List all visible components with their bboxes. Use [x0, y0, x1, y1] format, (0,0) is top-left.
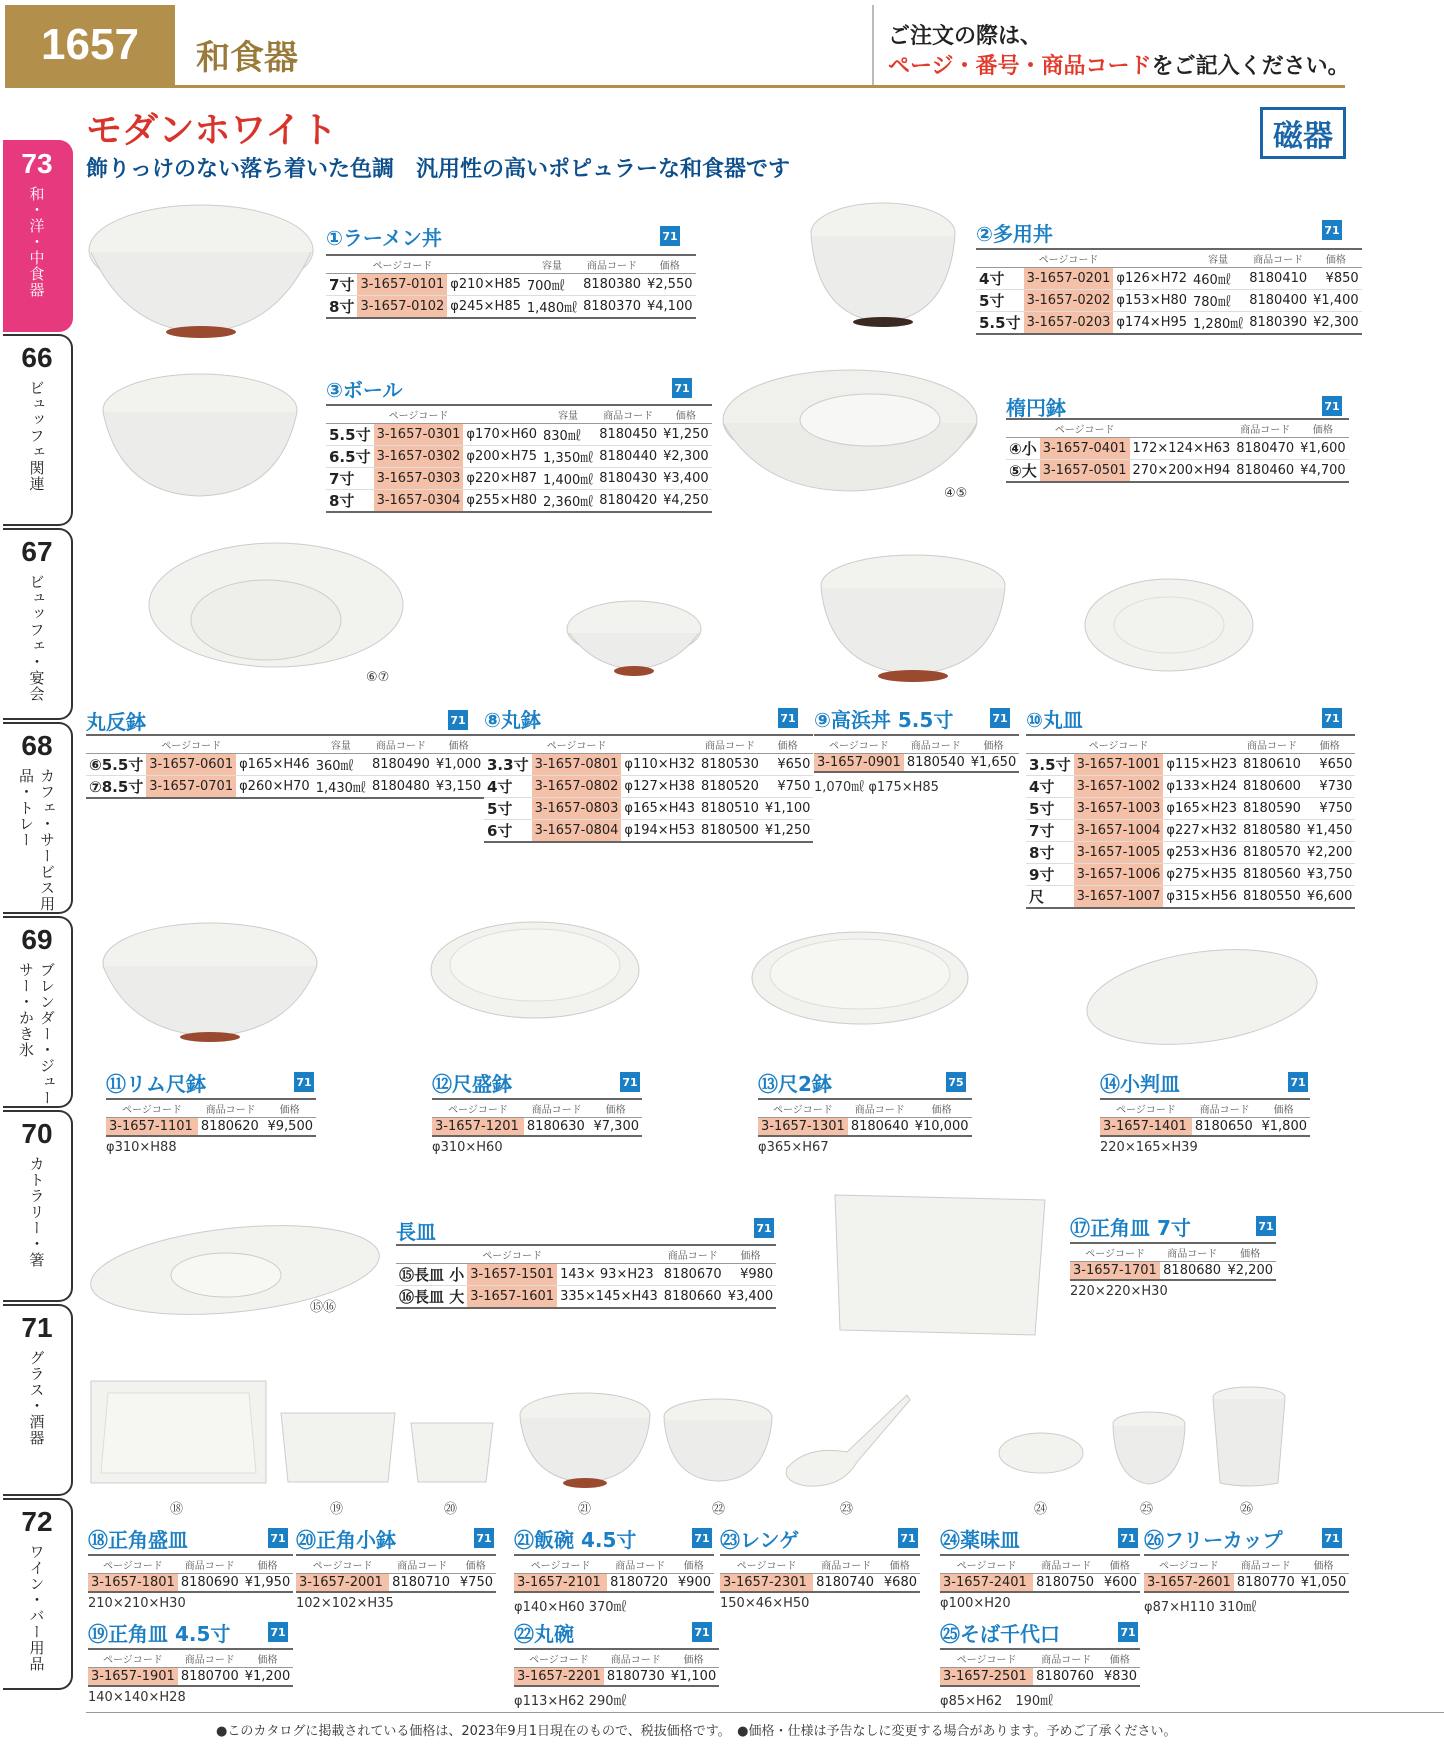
table-row: 5.5寸 3-1657-0301 φ170×H60 830㎖ 8180450 ¥1,250 — [326, 424, 712, 446]
photo-caption: ㉖ — [1240, 1502, 1254, 1517]
dimension-text: 140×140×H28 — [88, 1690, 186, 1705]
dimension-text: φ140×H60 370㎖ — [514, 1600, 627, 1615]
table-row: 4寸 3-1657-0802 φ127×H38 8180520 ¥750 — [484, 776, 813, 798]
catalog-badge: 71 — [1322, 1528, 1342, 1548]
catalog-badge: 71 — [474, 1528, 494, 1548]
photo-caption: ㉕ — [1140, 1502, 1154, 1517]
item-title: ⑭小判皿 — [1100, 1072, 1180, 1096]
spec-table: ページコード 商品コード 価格 3-1657-2201 8180730 ¥1,100 — [514, 1648, 719, 1687]
header-separator — [872, 5, 874, 85]
table-row: 8寸 3-1657-1005 φ253×H36 8180570 ¥2,200 — [1026, 842, 1355, 864]
catalog-badge: 71 — [1322, 396, 1342, 416]
tab-67[interactable]: 67 ビュッフェ・宴会 — [3, 528, 73, 720]
table-row: 5寸 3-1657-0803 φ165×H43 8180510 ¥1,100 — [484, 798, 813, 820]
item-title: ㉑飯碗 4.5寸 — [514, 1528, 637, 1552]
spec-table: ページコード 容量 商品コード 価格 ⑥5.5寸 3-1657-0601 φ165×H46 360㎖ 8180490 ¥1,000 ⑦8.5寸 3-1657-0701 φ260×H70 1,430㎖ 8180480 ¥3,150 — [86, 734, 484, 799]
table-row: 3-1657-1101 8180620 ¥9,500 — [106, 1118, 316, 1136]
spec-table: ページコード 商品コード 価格 3-1657-2501 8180760 ¥830 — [940, 1648, 1140, 1687]
table-row: 3-1657-2501 8180760 ¥830 — [940, 1668, 1140, 1686]
tab-73[interactable]: 73 和・洋・中食器 — [3, 140, 73, 332]
photo-caption: ⑥⑦ — [366, 670, 390, 685]
table-row: ④小 3-1657-0401 172×124×H63 8180470 ¥1,600 — [1006, 438, 1349, 460]
dimension-text: φ310×H88 — [106, 1140, 177, 1155]
catalog-badge: 71 — [990, 708, 1010, 728]
photo-caption: ㉑ — [578, 1502, 592, 1517]
item-title: ⑳正角小鉢 — [296, 1528, 396, 1552]
spec-table: ページコード 商品コード 価格 3-1657-2101 8180720 ¥900 — [514, 1554, 714, 1593]
dimension-text: φ87×H110 310㎖ — [1144, 1600, 1257, 1615]
item-title: ⑱正角盛皿 — [88, 1528, 188, 1552]
table-row: 3-1657-0901 8180540 ¥1,650 — [814, 754, 1019, 772]
table-row: 3-1657-1701 8180680 ¥2,200 — [1070, 1262, 1276, 1280]
spec-table: ページコード 商品コード 価格 3-1657-1901 8180700 ¥1,200 — [88, 1648, 293, 1687]
spec-table: ページコード 商品コード 価格 3-1657-1201 8180630 ¥7,300 — [432, 1098, 642, 1137]
catalog-badge: 71 — [620, 1072, 640, 1092]
page-number: 1657 — [5, 5, 175, 85]
catalog-badge: 71 — [898, 1528, 918, 1548]
spec-table: ページコード 商品コード 価格 ④小 3-1657-0401 172×124×H63 8180470 ¥1,600 ⑤大 3-1657-0501 270×200×H94 8180460 ¥4,700 — [1006, 418, 1349, 483]
footer-divider — [86, 1712, 1444, 1713]
spec-table: ページコード 商品コード 価格 3-1657-2001 8180710 ¥750 — [296, 1554, 496, 1593]
photo-caption: ⑱ — [170, 1502, 184, 1517]
table-row: ⑮長皿 小 3-1657-1501 143× 93×H23 8180670 ¥980 — [396, 1264, 776, 1286]
spec-table: ページコード 商品コード 価格 3-1657-0901 8180540 ¥1,650 — [814, 734, 1019, 773]
table-row: 4寸 3-1657-0201 φ126×H72 460㎖ 8180410 ¥850 — [976, 268, 1362, 290]
series-subtitle: 飾りっけのない落ち着いた色調 汎用性の高いポピュラーな和食器です — [86, 157, 791, 182]
item-title: ⑪リム尺鉢 — [106, 1072, 206, 1096]
item-title: ㉒丸碗 — [514, 1622, 574, 1646]
tab-69[interactable]: 69 ブレンダー・ジューサー・かき氷 — [3, 916, 73, 1108]
spec-table: ページコード 商品コード 価格 3-1657-1801 8180690 ¥1,950 — [88, 1554, 293, 1593]
table-row: 3-1657-2301 8180740 ¥680 — [720, 1574, 920, 1592]
multi-bowl-image — [808, 198, 958, 330]
dimension-text: φ310×H60 — [432, 1140, 503, 1155]
photo-caption: ④⑤ — [944, 486, 968, 501]
dimension-text: 150×46×H50 — [720, 1596, 810, 1611]
round-bowl-image — [564, 597, 704, 682]
table-row: 3-1657-1301 8180640 ¥10,000 — [758, 1118, 972, 1136]
photo-caption: ㉒ — [712, 1502, 726, 1517]
square-small-bowl-image — [408, 1420, 496, 1485]
free-cup-image — [1210, 1385, 1288, 1490]
item-title: ⑨高浜丼 5.5寸 — [814, 708, 954, 732]
spec-table: ページコード 商品コード 価格 3-1657-2601 8180770 ¥1,050 — [1144, 1554, 1349, 1593]
dimension-text: φ100×H20 — [940, 1596, 1011, 1611]
spec-table: ページコード 容量 商品コード 価格 5.5寸 3-1657-0301 φ170×H60 830㎖ 8180450 ¥1,250 6.5寸 3-1657-0302 φ200×H75 1,350㎖ 8180440 ¥2,300 7寸 3-1657-0303 φ220×H87 1,400㎖ 8180430 ¥3,400 8寸 3-1657-0304 φ255×H80 2,360㎖ 8180420 ¥4,250 — [326, 404, 712, 513]
table-row: 3-1657-2001 8180710 ¥750 — [296, 1574, 496, 1592]
catalog-badge: 71 — [660, 226, 680, 246]
table-row: ⑥5.5寸 3-1657-0601 φ165×H46 360㎖ 8180490 ¥1,000 — [86, 754, 484, 776]
spoon-image — [782, 1390, 912, 1490]
table-row: ⑤大 3-1657-0501 270×200×H94 8180460 ¥4,700 — [1006, 460, 1349, 483]
table-row: 3.5寸 3-1657-1001 φ115×H23 8180610 ¥650 — [1026, 754, 1355, 776]
catalog-badge: 71 — [1322, 708, 1342, 728]
table-row: 7寸 3-1657-0303 φ220×H87 1,400㎖ 8180430 ¥3,400 — [326, 468, 712, 490]
condiment-dish-image — [996, 1428, 1086, 1483]
square-plate-image — [830, 1190, 1050, 1340]
tab-66[interactable]: 66 ビュッフェ関連 — [3, 334, 73, 526]
photo-caption: ⑳ — [444, 1502, 458, 1517]
rim-bowl-image — [146, 540, 406, 680]
spec-table: ページコード 商品コード 価格 3-1657-1701 8180680 ¥2,200 — [1070, 1242, 1276, 1281]
item-title: ⑰正角皿 7寸 — [1070, 1216, 1191, 1240]
shaku2-bowl-image — [748, 930, 973, 1030]
round-plate-image — [1082, 575, 1257, 675]
spec-table: ページコード 容量 商品コード 価格 4寸 3-1657-0201 φ126×H72 460㎖ 8180410 ¥850 5寸 3-1657-0202 φ153×H80 780㎖ 8180400 ¥1,400 5.5寸 3-1657-0203 φ174×H95 1,280㎖ 8180390 ¥2,300 — [976, 248, 1362, 335]
table-row: 3-1657-2601 8180770 ¥1,050 — [1144, 1574, 1349, 1592]
catalog-badge: 71 — [692, 1528, 712, 1548]
item-title: ③ボール — [326, 378, 403, 402]
item-title: ㉓レンゲ — [720, 1528, 800, 1552]
tab-72[interactable]: 72 ワイン・バー用品 — [3, 1498, 73, 1690]
table-row: 7寸 3-1657-0101 φ210×H85 700㎖ 8180380 ¥2,550 — [326, 274, 696, 296]
table-row: 3-1657-2401 8180750 ¥600 — [940, 1574, 1140, 1592]
dimension-text: 1,070㎖ φ175×H85 — [814, 780, 939, 795]
square-serving-plate-image — [86, 1378, 271, 1488]
table-row: 3-1657-1801 8180690 ¥1,950 — [88, 1574, 293, 1592]
header-divider — [5, 85, 1345, 88]
catalog-badge: 71 — [1256, 1216, 1276, 1236]
table-row: 3-1657-2201 8180730 ¥1,100 — [514, 1668, 719, 1686]
spec-table: ページコード 商品コード 価格 3-1657-2301 8180740 ¥680 — [720, 1554, 920, 1593]
material-badge: 磁器 — [1260, 107, 1346, 159]
table-row: 5寸 3-1657-0202 φ153×H80 780㎖ 8180400 ¥1,400 — [976, 290, 1362, 312]
dimension-text: φ85×H62 190㎖ — [940, 1694, 1054, 1709]
catalog-badge: 71 — [778, 708, 798, 728]
tab-71[interactable]: 71 グラス・酒器 — [3, 1304, 73, 1496]
table-row: ⑯長皿 大 3-1657-1601 335×145×H43 8180660 ¥3,400 — [396, 1286, 776, 1309]
item-title: 長皿 — [396, 1220, 436, 1244]
catalog-badge: 71 — [448, 710, 468, 730]
catalog-badge: 71 — [1288, 1072, 1308, 1092]
large-serving-bowl-image — [428, 920, 643, 1030]
order-notice: ご注文の際は、 ページ・番号・商品コードをご記入ください。 — [888, 24, 1350, 79]
table-row: 5.5寸 3-1657-0203 φ174×H95 1,280㎖ 8180390 ¥2,300 — [976, 312, 1362, 335]
photo-caption: ⑲ — [330, 1502, 344, 1517]
item-title: ①ラーメン丼 — [326, 226, 442, 250]
dimension-text: 220×220×H30 — [1070, 1284, 1168, 1299]
category-title: 和食器 — [196, 38, 298, 78]
item-title: ⑧丸鉢 — [484, 708, 541, 732]
table-row: 3-1657-1401 8180650 ¥1,800 — [1100, 1118, 1310, 1136]
table-row: 3-1657-2101 8180720 ¥900 — [514, 1574, 714, 1592]
item-title: ②多用丼 — [976, 222, 1053, 246]
table-row: 4寸 3-1657-1002 φ133×H24 8180600 ¥730 — [1026, 776, 1355, 798]
table-row: 3.3寸 3-1657-0801 φ110×H32 8180530 ¥650 — [484, 754, 813, 776]
square-small-plate-image — [278, 1410, 398, 1485]
series-title: モダンホワイト — [86, 110, 338, 151]
bowl-image — [100, 370, 300, 500]
table-row: 6.5寸 3-1657-0302 φ200×H75 1,350㎖ 8180440 ¥2,300 — [326, 446, 712, 468]
table-row: 尺 3-1657-1007 φ315×H56 8180550 ¥6,600 — [1026, 886, 1355, 909]
takahama-bowl-image — [818, 550, 1008, 685]
item-title: ⑫尺盛鉢 — [432, 1072, 512, 1096]
dimension-text: 220×165×H39 — [1100, 1140, 1198, 1155]
photo-caption: ⑮⑯ — [310, 1300, 337, 1315]
spec-table: ページコード 容量 商品コード 価格 7寸 3-1657-0101 φ210×H85 700㎖ 8180380 ¥2,550 8寸 3-1657-0102 φ245×H85 1,480㎖ 8180370 ¥4,100 — [326, 254, 696, 319]
item-title: 丸反鉢 — [86, 710, 146, 734]
table-row: 3-1657-1201 8180630 ¥7,300 — [432, 1118, 642, 1136]
spec-table: ページコード 商品コード 価格 3-1657-2401 8180750 ¥600 — [940, 1554, 1140, 1593]
rice-bowl-image — [518, 1390, 653, 1490]
item-title: 楕円鉢 — [1006, 396, 1066, 420]
spec-table: ページコード 商品コード 価格 ⑮長皿 小 3-1657-1501 143× 93×H23 8180670 ¥980 ⑯長皿 大 3-1657-1601 335×145×H43 8180660 ¥3,400 — [396, 1244, 776, 1309]
ramen-bowl-image — [86, 200, 316, 340]
spec-table: ページコード 商品コード 価格 3.5寸 3-1657-1001 φ115×H23 8180610 ¥650 4寸 3-1657-1002 φ133×H24 8180600 ¥730 5寸 3-1657-1003 φ165×H23 8180590 ¥750 7寸 3-1657-1004 φ227×H32 8180580 ¥1,450 8寸 3-1657-1005 φ253×H36 8180570 ¥2,200 9寸 3-1657-1006 φ275×H35 8180560 ¥3,750 尺 3-1657-1007 φ315×H56 8180550 ¥6,600 — [1026, 734, 1355, 909]
tab-68[interactable]: 68 カフェ・サービス用品・トレー — [3, 722, 73, 914]
dimension-text: 210×210×H30 — [88, 1596, 186, 1611]
catalog-badge: 71 — [268, 1622, 288, 1642]
item-title: ㉖フリーカップ — [1144, 1528, 1283, 1552]
oval-bowl-image — [720, 365, 980, 495]
catalog-badge: 75 — [946, 1072, 966, 1092]
item-title: ㉕そば千代口 — [940, 1622, 1060, 1646]
catalog-badge: 71 — [294, 1072, 314, 1092]
soba-cup-image — [1110, 1410, 1188, 1490]
item-title: ⑬尺2鉢 — [758, 1072, 832, 1096]
footer-note: ●このカタログに掲載されている価格は、2023年9月1日現在のもので、税抜価格です。 ●価格・仕様は予告なしに変更する場合があります。予めご了承ください。 — [216, 1724, 1177, 1739]
item-title: ⑲正角皿 4.5寸 — [88, 1622, 231, 1646]
round-bowl-small-image — [662, 1395, 774, 1485]
catalog-badge: 71 — [268, 1528, 288, 1548]
item-title: ㉔薬味皿 — [940, 1528, 1020, 1552]
table-row: ⑦8.5寸 3-1657-0701 φ260×H70 1,430㎖ 8180480 ¥3,150 — [86, 776, 484, 799]
catalog-badge: 71 — [1118, 1622, 1138, 1642]
dimension-text: φ365×H67 — [758, 1140, 829, 1155]
spec-table: ページコード 商品コード 価格 3.3寸 3-1657-0801 φ110×H32 8180530 ¥650 4寸 3-1657-0802 φ127×H38 8180520 ¥750 5寸 3-1657-0803 φ165×H43 8180510 ¥1,100 6寸 3-1657-0804 φ194×H53 8180500 ¥1,250 — [484, 734, 813, 843]
dimension-text: 102×102×H35 — [296, 1596, 394, 1611]
long-plate-image — [86, 1215, 384, 1325]
oval-plate-image — [1082, 942, 1322, 1052]
table-row: 3-1657-1901 8180700 ¥1,200 — [88, 1668, 293, 1686]
catalog-badge: 71 — [754, 1218, 774, 1238]
tab-70[interactable]: 70 カトラリー・箸 — [3, 1110, 73, 1302]
dimension-text: φ113×H62 290㎖ — [514, 1694, 627, 1709]
item-title: ⑩丸皿 — [1026, 708, 1083, 732]
table-row: 8寸 3-1657-0102 φ245×H85 1,480㎖ 8180370 ¥4,100 — [326, 296, 696, 319]
catalog-badge: 71 — [672, 378, 692, 398]
table-row: 6寸 3-1657-0804 φ194×H53 8180500 ¥1,250 — [484, 820, 813, 843]
catalog-badge: 71 — [1118, 1528, 1138, 1548]
table-row: 5寸 3-1657-1003 φ165×H23 8180590 ¥750 — [1026, 798, 1355, 820]
table-row: 9寸 3-1657-1006 φ275×H35 8180560 ¥3,750 — [1026, 864, 1355, 886]
table-row: 8寸 3-1657-0304 φ255×H80 2,360㎖ 8180420 ¥4,250 — [326, 490, 712, 513]
table-row: 7寸 3-1657-1004 φ227×H32 8180580 ¥1,450 — [1026, 820, 1355, 842]
photo-caption: ㉔ — [1034, 1502, 1048, 1517]
spec-table: ページコード 商品コード 価格 3-1657-1301 8180640 ¥10,000 — [758, 1098, 972, 1137]
photo-caption: ㉓ — [840, 1502, 854, 1517]
rim-large-bowl-image — [100, 918, 320, 1048]
catalog-badge: 71 — [692, 1622, 712, 1642]
spec-table: ページコード 商品コード 価格 3-1657-1401 8180650 ¥1,800 — [1100, 1098, 1310, 1137]
spec-table: ページコード 商品コード 価格 3-1657-1101 8180620 ¥9,500 — [106, 1098, 316, 1137]
catalog-badge: 71 — [1322, 220, 1342, 240]
